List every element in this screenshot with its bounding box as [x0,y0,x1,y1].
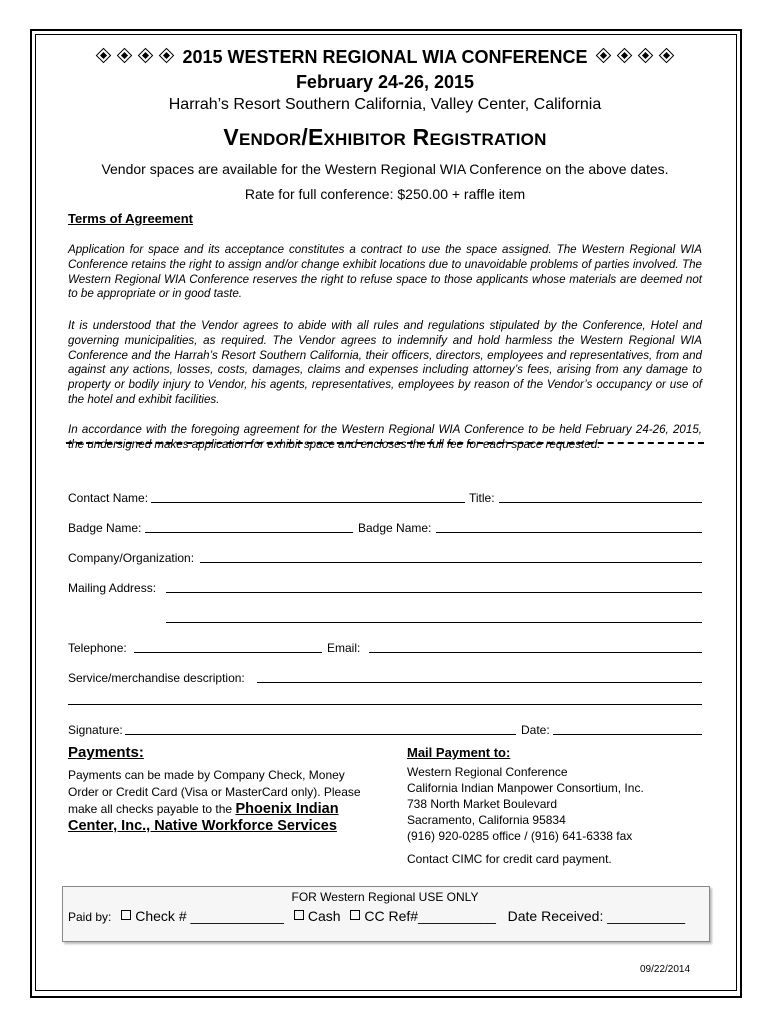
credit-card-contact: Contact CIMC for credit card payment. [407,852,612,866]
company-field[interactable] [200,562,702,563]
contact-name-field[interactable] [151,502,465,503]
mailing-address-field[interactable] [166,592,702,593]
page-border-inner [35,34,737,991]
badge-name-1-field[interactable] [145,532,353,533]
conference-title [40,47,730,68]
terms-paragraph-2: It is understood that the Vendor agrees to abide with all rules and regulations stipulated by the Conference, Hotel and governing municipalities, as required. The Vendor agrees to indemnify and hold harmless the Western Regional WIA Conference and the Harrah’s Resort Southern California, their officers, directors, employees and representatives, from and against any actions, losses, costs, damages, claims and expenses including attorney’s fees, arising from any damage to property or bodily injury to Vendor, his agents, representatives, employees by reason of the Vendor’s occupancy or use of the hotel and exhibit facilities. [68,319,702,406]
diamond-icon [658,48,674,64]
service-field-2[interactable] [68,704,702,705]
conference-dates: February 24-26, 2015 [295,72,475,92]
title-label: Title: [469,491,495,505]
diamond-icon [96,48,112,64]
office-use-heading: FOR Western Regional USE ONLY [291,890,479,904]
checkbox-cc[interactable] [350,910,360,920]
cash-option: Cash [307,908,341,924]
telephone-label: Telephone: [68,641,127,655]
payments-text: Payments can be made by Company Check, Money Order or Credit Card (Visa or MasterCard only). Please make all checks payable to the Phoenix Indian Center, Inc., Native Workforce Services [68,768,361,834]
date-received: Date Received: __________ [507,908,686,924]
cut-line [66,442,704,444]
terms-paragraph-1: Application for space and its acceptance constitutes a contract to use the space assigned. The Western Regional WIA Conference retains the right to assign and/or change exhibit locations due to unavoidable problems of parties involved. The Western Regional WIA Conference reserves the right to refuse space to those applicants whose materials are deemed not to be appropriate or in good taste. [68,243,702,301]
diamond-icon [159,48,175,64]
intro-text: Vendor spaces are available for the Western Regional WIA Conference on the above dates. [101,161,669,177]
diamond-icon [138,48,154,64]
checkbox-cash[interactable] [294,910,304,920]
diamond-icon [117,48,133,64]
company-label: Company/Organization: [68,551,195,565]
mail-payment-heading: Mail Payment to: [407,745,511,760]
mailing-address-field-2[interactable] [166,622,702,623]
badge-name-2-field[interactable] [436,532,702,533]
badge-name-2-label: Badge Name: [358,521,432,535]
payments-heading: Payments: [68,744,144,761]
check-option: Check # ____________ [135,908,284,924]
date-label: Date: [521,723,550,737]
telephone-field[interactable] [134,652,322,653]
paid-by-row [68,908,685,924]
diamond-icon [637,48,653,64]
terms-paragraph-3: In accordance with the foregoing agreement for the Western Regional WIA Conference to be held February 24-26, 2015, the undersigned makes application for exhibit space and encloses the full fee for each space requested. [68,423,702,451]
diamond-icon [616,48,632,64]
paid-by-label: Paid by: [68,910,112,924]
mailing-address-label: Mailing Address: [68,581,157,595]
service-label: Service/merchandise description: [68,671,245,685]
email-field[interactable] [369,652,702,653]
conference-title-text: 2015 WESTERN REGIONAL WIA CONFERENCE [182,47,588,67]
email-label: Email: [327,641,361,655]
signature-field[interactable] [125,734,516,735]
conference-venue: Harrah’s Resort Southern California, Valley Center, California [168,96,602,113]
terms-heading: Terms of Agreement [68,211,193,226]
signature-label: Signature: [68,723,123,737]
contact-name-label: Contact Name: [68,491,149,505]
checkbox-check[interactable] [121,910,131,920]
service-field[interactable] [257,682,702,683]
cc-option: CC Ref#__________ [364,908,496,924]
date-field[interactable] [553,734,702,735]
payee-name: Phoenix Indian Center, Inc., Native Workforce Services [68,801,339,834]
registration-heading: VENDOR/EXHIBITOR REGISTRATION [223,124,547,150]
rate-text: Rate for full conference: $250.00 + raffle item [244,186,526,202]
diamond-icon [595,48,611,64]
revision-date: 09/22/2014 [640,964,691,975]
mail-address-block: Western Regional Conference California Indian Manpower Consortium, Inc. 738 North Market Boulevard Sacramento, California 95834 (916) 920-0285 office / (916) 641-6338 fax [407,765,644,843]
badge-name-1-label: Badge Name: [68,521,142,535]
title-field[interactable] [499,502,702,503]
